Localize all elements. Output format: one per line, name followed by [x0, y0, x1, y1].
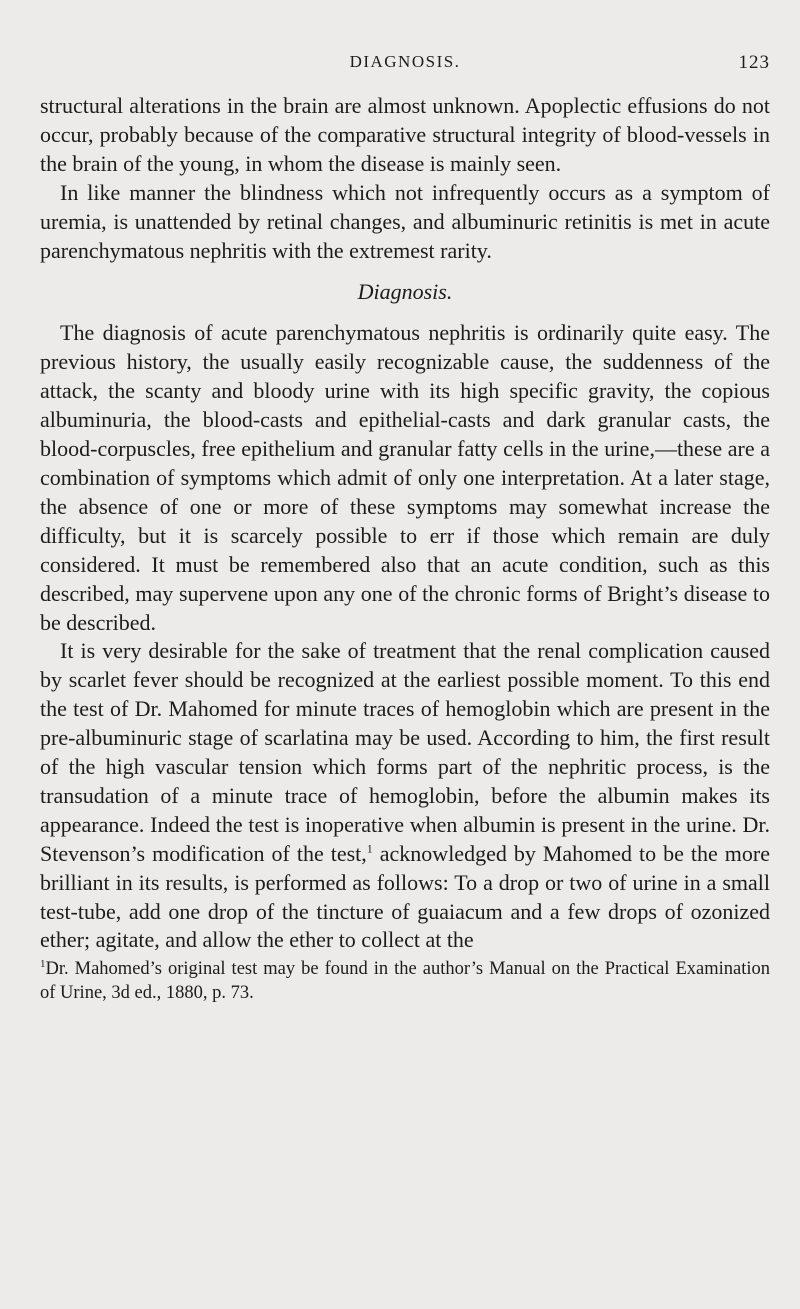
body-text — [40, 92, 770, 955]
paragraph: The diagnosis of acute parenchymatous nephritis is ordinarily quite easy. The previous history, the usually easily recognizable cause, the suddenness of the attack, the scanty and bloody urine with its high specific gravity, the copious albuminuria, the blood-casts and epithelial-casts and dark granular casts, the blood-corpuscles, free epithelium and granular fatty cells in the urine,—these are a combination of symptoms which admit of only one interpretation. At a later stage, the absence of one or more of these symptoms may somewhat increase the difficulty, but it is scarcely possible to err if those which remain are duly considered. It must be remembered also that an acute condition, such as this described, may supervene upon any one of the chronic forms of Bright’s disease to be described. — [40, 320, 770, 635]
paragraph-text: It is very desirable for the sake of treatment that the renal complication caused by scarlet fever should be recognized at the earliest possible moment. To this end the test of Dr. Mahomed for minute traces of hemoglobin which are present in the pre-albuminuric stage of scarlatina may be used. According to him, the first result of the high vascular tension which forms part of the nephritic process, is the transudation of a minute trace of hemoglobin, before the albumin makes its appearance. Indeed the test is inoperative when albumin is present in the urine. Dr. Stevenson’s modification of the test, — [40, 638, 770, 866]
paragraph: structural alterations in the brain are almost unknown. Apoplectic effusions do not occur, probably because of the comparative structural integrity of blood-vessels in the brain of the young, in whom the disease is mainly seen. — [40, 93, 770, 176]
footnote-text: Dr. Mahomed’s original test may be found in the author’s Manual on the Practical Examination of Urine, 3d ed., 1880, p. 73. — [40, 959, 770, 1004]
running-title: DIAGNOSIS. — [349, 52, 461, 71]
footnote — [40, 957, 770, 1005]
paragraph-text: acknowledged by Mahomed to be the more brilliant in its results, is performed as follows: To a drop or two of urine in a small test-tube, add one drop of the tincture of guaiacum and a few drops of ozonized ether; agitate, and allow the ether to collect at the — [40, 840, 770, 953]
paragraph: In like manner the blindness which not infrequently occurs as a symptom of uremia, is unattended by retinal changes, and albuminuric retinitis is met in acute parenchymatous nephritis with the extremest rarity. — [40, 179, 770, 263]
page-number: 123 — [738, 52, 770, 73]
footnote-marker: 1 — [40, 958, 46, 971]
running-head — [40, 52, 770, 82]
section-heading: Diagnosis. — [357, 279, 453, 305]
paragraph — [40, 637, 770, 955]
footnote-reference: 1 — [366, 841, 373, 856]
